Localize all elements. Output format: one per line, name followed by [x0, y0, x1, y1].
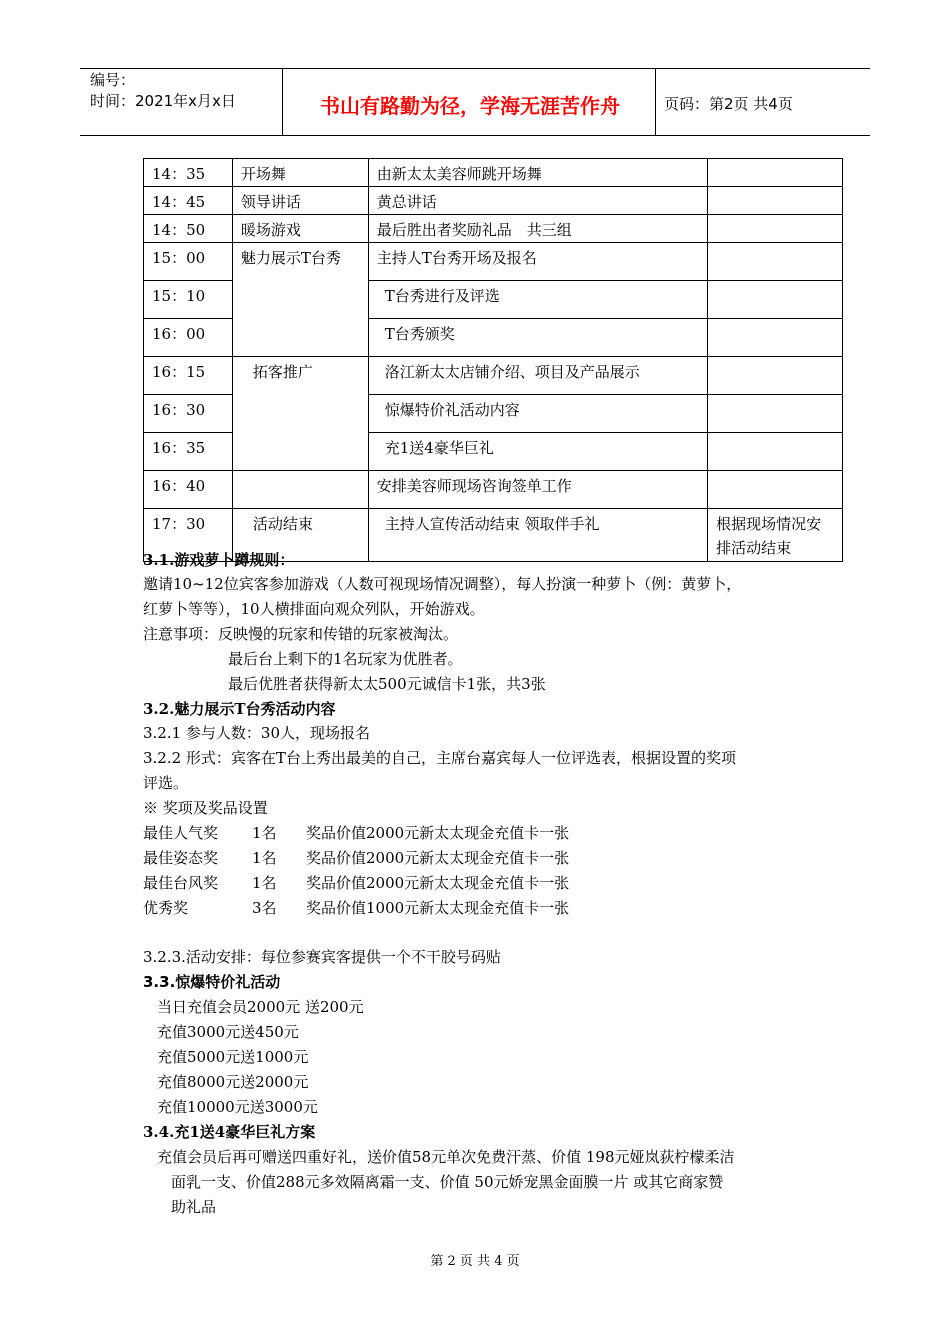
content-cell: 充1送4豪华巨礼: [368, 433, 707, 471]
note-cell: [708, 471, 843, 509]
table-row: [144, 243, 843, 281]
item-cell: 活动结束: [232, 509, 368, 562]
content-cell: 由新太太美容师跳开场舞: [368, 159, 707, 187]
section-3-1-note3: 最后优胜者获得新太太500元诚信卡1张，共3张: [228, 675, 546, 693]
section-3-1-para-line2: 红萝卜等等），10人横排面向观众列队，开始游戏。: [143, 600, 485, 618]
time-cell: 14：35: [144, 159, 233, 187]
offer-line: 当日充值会员2000元 送200元: [157, 998, 364, 1016]
note-cell: [708, 215, 843, 243]
time-cell: 16：30: [144, 395, 233, 433]
header-top-rule: [80, 68, 870, 69]
note-cell: [708, 433, 843, 471]
award-name: 最佳姿态奖: [143, 849, 219, 867]
header-motto: 书山有路勤为径，学海无涯苦作舟: [320, 94, 620, 118]
document-number: 编号：: [90, 71, 136, 89]
content-cell: T台秀进行及评选: [368, 281, 707, 319]
award-name: 最佳台风奖: [143, 874, 219, 892]
section-3-4-line2: 面乳一支、价值288元多效隔离霜一支、价值 50元娇宠黑金面膜一片 或其它商家赞: [171, 1173, 724, 1191]
note-cell: [708, 281, 843, 319]
content-cell: 惊爆特价礼活动内容: [368, 395, 707, 433]
header-meta: [90, 70, 236, 112]
note-cell: [708, 187, 843, 215]
section-3-2-1: 3.2.1 参与人数：30人，现场报名: [143, 724, 371, 742]
table-row: [144, 187, 843, 215]
awards-heading: ※ 奖项及奖品设置: [143, 799, 268, 817]
content-cell: T台秀颁奖: [368, 319, 707, 357]
table-row: [144, 159, 843, 187]
section-3-2-2-line1: 3.2.2 形式：宾客在T台上秀出最美的自己，主席台嘉宾每人一位评选表，根据设置的奖项: [143, 749, 736, 767]
award-count: 1名: [252, 874, 277, 892]
content-cell: 主持人宣传活动结束 领取伴手礼: [368, 509, 707, 562]
item-cell: 领导讲话: [232, 187, 368, 215]
time-cell: 14：50: [144, 215, 233, 243]
page-footer: 第 2 页 共 4 页: [430, 1254, 520, 1269]
time-cell: 14：45: [144, 187, 233, 215]
note-cell: [708, 357, 843, 395]
section-3-1-note1: 注意事项：反映慢的玩家和传错的玩家被淘汰。: [143, 625, 459, 643]
header-page-number: 页码：第2页 共4页: [664, 95, 793, 113]
header-divider-right: [655, 68, 656, 136]
item-cell: 魅力展示T台秀: [232, 243, 368, 357]
offer-line: 充值5000元送1000元: [157, 1048, 309, 1066]
content-cell: 洛江新太太店铺介绍、项目及产品展示: [368, 357, 707, 395]
item-cell: 暖场游戏: [232, 215, 368, 243]
award-prize: 奖品价值2000元新太太现金充值卡一张: [306, 824, 570, 842]
section-3-1-title: 3.1.游戏萝卜蹲规则：: [143, 551, 295, 569]
content-cell: 黄总讲话: [368, 187, 707, 215]
award-prize: 奖品价值2000元新太太现金充值卡一张: [306, 849, 570, 867]
item-cell: [232, 471, 368, 509]
table-row: [144, 357, 843, 395]
table-row: [144, 215, 843, 243]
item-cell: 拓客推广: [232, 357, 368, 471]
award-name: 最佳人气奖: [143, 824, 219, 842]
item-cell: 开场舞: [232, 159, 368, 187]
section-3-2-2-line2: 评选。: [143, 774, 189, 792]
time-cell: 16：00: [144, 319, 233, 357]
header-bottom-rule: [80, 135, 870, 136]
note-cell: [708, 395, 843, 433]
offer-line: 充值10000元送3000元: [157, 1098, 318, 1116]
section-3-2-title: 3.2.魅力展示T台秀活动内容: [143, 700, 336, 718]
award-prize: 奖品价值1000元新太太现金充值卡一张: [306, 899, 570, 917]
note-cell: [708, 243, 843, 281]
section-3-4-line1: 充值会员后再可赠送四重好礼，送价值58元单次免费汗蒸、价值 198元娅岚荻柠檬柔洁: [157, 1148, 735, 1166]
content-cell: 主持人T台秀开场及报名: [368, 243, 707, 281]
content-cell: 最后胜出者奖励礼品 共三组: [368, 215, 707, 243]
offer-line: 充值8000元送2000元: [157, 1073, 309, 1091]
content-cell: 安排美容师现场咨询签单工作: [368, 471, 707, 509]
award-name: 优秀奖: [143, 899, 189, 917]
award-count: 1名: [252, 824, 277, 842]
section-3-1-para-line1: 邀请10~12位宾客参加游戏（人数可视现场情况调整），每人扮演一种萝卜（例：黄萝卜，: [143, 575, 742, 593]
time-cell: 16：40: [144, 471, 233, 509]
award-prize: 奖品价值2000元新太太现金充值卡一张: [306, 874, 570, 892]
note-cell: 根据现场情况安排活动结束: [708, 509, 843, 562]
time-cell: 15：10: [144, 281, 233, 319]
time-cell: 17：30: [144, 509, 233, 562]
time-cell: 15：00: [144, 243, 233, 281]
note-cell: [708, 319, 843, 357]
section-3-3-title: 3.3.惊爆特价礼活动: [143, 973, 281, 991]
schedule-table: [143, 158, 843, 562]
header-divider-left: [282, 68, 283, 136]
document-date: 时间：2021年x月x日: [90, 92, 236, 110]
section-3-1-note2: 最后台上剩下的1名玩家为优胜者。: [228, 650, 463, 668]
section-3-4-line3: 助礼品: [171, 1198, 217, 1216]
section-3-4-title: 3.4.充1送4豪华巨礼方案: [143, 1123, 316, 1141]
time-cell: 16：15: [144, 357, 233, 395]
award-count: 3名: [252, 899, 277, 917]
offer-line: 充值3000元送450元: [157, 1023, 299, 1041]
award-count: 1名: [252, 849, 277, 867]
time-cell: 16：35: [144, 433, 233, 471]
section-3-2-3: 3.2.3.活动安排：每位参赛宾客提供一个不干胶号码贴: [143, 948, 501, 966]
table-row: [144, 471, 843, 509]
note-cell: [708, 159, 843, 187]
